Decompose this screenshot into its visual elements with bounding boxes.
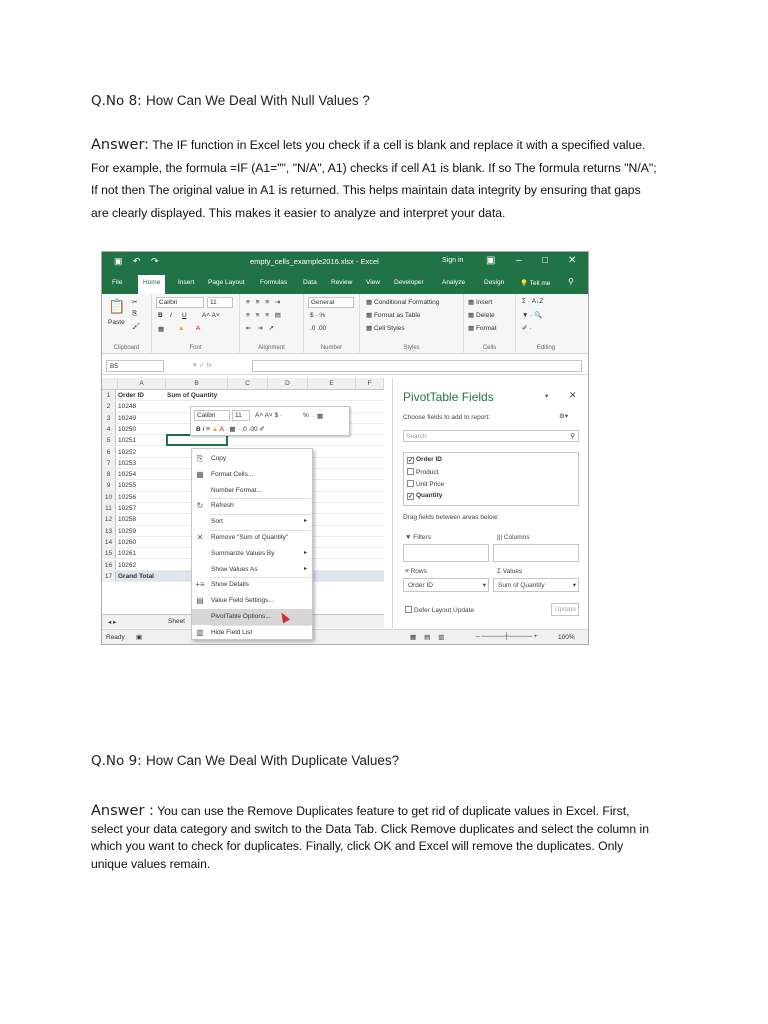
delete-button[interactable]: ▦ Delete xyxy=(468,312,495,319)
field-checkbox-item[interactable] xyxy=(407,492,442,500)
submenu-arrow-icon: ▸ xyxy=(303,518,307,525)
answer-line: unique values remain. xyxy=(91,856,211,871)
context-menu-item[interactable] xyxy=(192,577,312,593)
sign-in-link[interactable]: Sign in xyxy=(442,257,464,264)
context-menu-item[interactable] xyxy=(192,546,312,562)
copy-icon[interactable]: ⎘ xyxy=(132,310,138,317)
grow-font-icon[interactable]: A˄ A˅ xyxy=(202,312,220,319)
menu-item-label: Value Field Settings... xyxy=(211,597,274,605)
font-group xyxy=(152,294,240,354)
mini-toolbar xyxy=(190,406,350,436)
tab-design[interactable]: Design xyxy=(484,279,505,286)
currency-icon[interactable]: $ · % xyxy=(310,312,326,319)
context-menu-item[interactable] xyxy=(192,483,312,499)
filters-area[interactable]: ▼ Filters xyxy=(405,534,431,541)
formula-input[interactable] xyxy=(252,360,582,372)
name-box[interactable]: B5 xyxy=(106,360,164,372)
border-icon[interactable]: ▦ xyxy=(158,326,165,333)
columns-area[interactable]: ||| Columns xyxy=(497,534,530,541)
cell-a[interactable]: 10261 xyxy=(118,550,137,558)
answer-line: You can use the Remove Duplicates feature to get rid of duplicate values in Excel. First, xyxy=(157,804,630,818)
format-as-table-button[interactable]: ▦ Format as Table xyxy=(366,312,421,319)
row-number[interactable]: 4 xyxy=(102,424,116,434)
unchecked-box-icon[interactable] xyxy=(407,468,414,475)
cell-a[interactable]: 10255 xyxy=(118,482,137,490)
menu-item-label: Copy xyxy=(211,455,227,462)
table-row[interactable] xyxy=(102,390,384,401)
field-checkbox-item[interactable] xyxy=(407,480,444,488)
choose-fields-text: Choose fields to add to report: xyxy=(403,414,491,421)
fill-color-icon[interactable]: ▲ xyxy=(178,325,185,332)
cell-a[interactable]: 10262 xyxy=(118,561,137,569)
font-color-icon[interactable]: A xyxy=(196,325,201,332)
decimal-icon[interactable]: .0 .00 xyxy=(310,325,327,332)
checked-box-icon[interactable]: ✓ xyxy=(408,494,414,500)
menu-item-label: Number Format... xyxy=(211,486,262,494)
mini-size-box[interactable]: 11 xyxy=(232,410,250,421)
drag-text: Drag fields between areas below: xyxy=(403,514,500,521)
question-text: How Can We Deal With Duplicate Values? xyxy=(146,753,400,768)
menu-item-label: Format Cells... xyxy=(211,470,254,478)
font-size-box[interactable]: 11 xyxy=(207,297,233,308)
maximize-icon[interactable]: □ xyxy=(542,255,549,266)
row-number[interactable]: 16 xyxy=(102,560,116,570)
cell-a[interactable]: 10254 xyxy=(118,471,137,479)
format-painter-icon[interactable]: 🖌 xyxy=(132,323,141,330)
context-menu-item[interactable] xyxy=(192,593,312,609)
field-label: Quantity xyxy=(416,492,443,499)
submenu-arrow-icon: ▸ xyxy=(303,549,307,556)
question-number: Q.No 9: xyxy=(91,753,142,769)
bold-icon[interactable]: B xyxy=(158,312,163,319)
tab-tell-me[interactable]: 💡 Tell me xyxy=(520,280,551,287)
context-menu-item[interactable] xyxy=(192,514,312,530)
clear-icon[interactable]: ✐ · xyxy=(522,325,532,332)
cell-a[interactable]: 10251 xyxy=(118,437,137,445)
menu-item-label: Refresh xyxy=(211,502,234,510)
styles-group xyxy=(360,294,464,354)
menu-item-label: Show Values As xyxy=(211,565,258,573)
cell-a[interactable]: 10250 xyxy=(118,425,137,433)
filters-box[interactable] xyxy=(403,544,489,562)
autosum-icon[interactable]: Σ · A↓Z xyxy=(522,298,544,305)
field-label: Unit Price xyxy=(416,481,445,488)
menu-item-label: Show Details xyxy=(211,581,249,589)
cell-a[interactable]: 10256 xyxy=(118,493,137,501)
answer-line: If not then The original value in A1 is returned. This helps maintain data integrity by ensuring that gaps xyxy=(91,183,641,198)
row-number[interactable]: 1 xyxy=(102,390,116,400)
view-icons[interactable]: ▦▤▥ xyxy=(410,634,453,641)
column-header[interactable]: D xyxy=(268,378,308,390)
group-label: Cells xyxy=(482,345,497,351)
sheet-nav-icon[interactable]: ◂ ▸ xyxy=(108,619,117,626)
answer-label: Answer : xyxy=(91,803,154,819)
cell-a[interactable]: 10257 xyxy=(118,505,137,512)
cell-a[interactable]: 10248 xyxy=(118,403,137,411)
field-label: Product xyxy=(416,469,439,476)
mini-font-box[interactable]: Calibri xyxy=(194,410,230,421)
tab-analyze[interactable]: Analyze xyxy=(442,279,466,286)
cells-group xyxy=(464,294,516,354)
column-header[interactable]: F xyxy=(356,378,384,390)
format-cells-icon: ▦ xyxy=(196,469,204,479)
group-label: Font xyxy=(189,345,202,351)
tab-view[interactable]: View xyxy=(366,279,380,286)
row-number[interactable]: 11 xyxy=(102,503,116,513)
update-button[interactable]: Update xyxy=(551,603,579,616)
tab-page-layout[interactable]: Page Layout xyxy=(208,279,245,286)
pivot-field-pane xyxy=(392,378,588,628)
conditional-formatting-button[interactable]: ▦ Conditional Formatting xyxy=(366,299,440,306)
field-search-input[interactable]: Search ⚲ xyxy=(403,430,579,442)
cell-a[interactable]: 10249 xyxy=(118,414,137,422)
tab-formulas[interactable]: Formulas xyxy=(260,279,288,286)
question-9-heading xyxy=(91,753,399,769)
row-number[interactable]: 7 xyxy=(102,458,116,468)
answer-line: For example, the formula =IF (A1="", "N/A", A1) checks if cell A1 is blank. If so The formula returns "N/A"; xyxy=(91,160,657,175)
columns-box[interactable] xyxy=(493,544,579,562)
cell-b[interactable]: Sum of Quantity xyxy=(167,392,218,399)
field-settings-icon: ▤ xyxy=(196,596,204,606)
font-name-box[interactable]: Calibri xyxy=(156,297,204,308)
context-menu-item[interactable] xyxy=(192,467,312,483)
rows-field[interactable]: Order ID ▾ xyxy=(403,578,489,592)
question-text: How Can We Deal With Null Values ? xyxy=(146,93,370,108)
cell-a[interactable]: 10252 xyxy=(118,448,137,456)
row-number[interactable]: 6 xyxy=(102,447,116,457)
dropdown-icon[interactable]: ▾ xyxy=(545,393,549,400)
column-header[interactable]: B xyxy=(166,378,228,390)
number-format-box[interactable]: General xyxy=(308,297,354,308)
answer-line: select your data category and switch to the Data Tab. Click Remove duplicates and select the column in xyxy=(91,821,649,836)
refresh-icon: ↻ xyxy=(196,501,204,511)
share-icon[interactable]: ⚲ xyxy=(568,277,574,286)
answer-line: are clearly displayed. This makes it easier to analyze and interpret your data. xyxy=(91,205,506,220)
zoom-slider[interactable]: – ─────┼───── + xyxy=(476,633,538,640)
group-label: Clipboard xyxy=(113,345,140,351)
cell-a[interactable]: 10253 xyxy=(118,459,137,467)
tab-home[interactable]: Home xyxy=(138,275,165,294)
search-icon[interactable]: ⚲ xyxy=(570,433,575,440)
excel-title-bar xyxy=(102,252,588,272)
tab-file[interactable]: File xyxy=(112,279,123,286)
status-bar xyxy=(102,629,588,644)
close-icon[interactable]: ✕ xyxy=(568,255,577,266)
sheet-tab[interactable]: Sheet xyxy=(168,618,185,625)
row-number[interactable]: 2 xyxy=(102,401,116,411)
excel-screenshot xyxy=(101,251,589,645)
row-number[interactable]: 17 xyxy=(102,571,116,581)
clipboard-group xyxy=(102,294,152,354)
menu-item-label: Remove "Sum of Quantity" xyxy=(211,534,289,541)
group-label: Number xyxy=(320,345,343,351)
paste-icon[interactable]: 📋 xyxy=(108,298,126,314)
mini-grow-icon[interactable]: A˄ A˅ $ · xyxy=(255,412,283,419)
context-menu-item[interactable] xyxy=(192,609,312,625)
quick-access-icons: ▣ ↶ ↷ xyxy=(114,256,163,266)
mini-format-icon[interactable]: · ▦ xyxy=(313,413,324,420)
values-field[interactable]: Sum of Quantity ▾ xyxy=(493,578,579,592)
row-number[interactable]: 8 xyxy=(102,469,116,479)
fill-icon[interactable]: ▼ · 🔍 xyxy=(522,312,543,319)
row-number[interactable]: 12 xyxy=(102,514,116,524)
format-button[interactable]: ▦ Format xyxy=(468,325,497,332)
paste-button[interactable]: Paste xyxy=(108,319,125,326)
submenu-arrow-icon: ▸ xyxy=(303,565,307,572)
column-header[interactable]: C xyxy=(228,378,268,390)
column-header[interactable]: A xyxy=(118,378,166,390)
tab-developer[interactable]: Developer xyxy=(394,279,424,286)
values-area[interactable]: Σ Values xyxy=(497,568,523,575)
cut-icon[interactable]: ✂ xyxy=(132,299,138,306)
group-label: Editing xyxy=(536,345,556,351)
menu-item-label: PivotTable Options... xyxy=(211,613,271,620)
context-menu-item[interactable] xyxy=(192,530,312,546)
mini-percent[interactable]: % xyxy=(303,412,309,419)
corner-header[interactable] xyxy=(102,378,118,390)
cell-styles-button[interactable]: ▦ Cell Styles xyxy=(366,325,405,332)
underline-icon[interactable]: U xyxy=(182,312,187,319)
macro-icon[interactable]: ▣ xyxy=(136,634,143,641)
fx-icon[interactable]: ✕ ✓ fx xyxy=(192,362,212,369)
tab-data[interactable]: Data xyxy=(303,279,317,286)
tab-review[interactable]: Review xyxy=(331,279,353,286)
answer-8 xyxy=(91,134,681,224)
show-details-icon: +≡ xyxy=(195,580,205,590)
minimize-icon[interactable]: – xyxy=(516,255,522,266)
editing-group xyxy=(516,294,576,354)
group-label: Styles xyxy=(403,345,420,351)
window-title: empty_cells_example2016.xlsx - Excel xyxy=(250,257,379,266)
status-ready: Ready xyxy=(106,634,125,641)
menu-item-label: Sort xyxy=(211,518,223,526)
unchecked-box-icon[interactable] xyxy=(407,480,414,487)
ribbon-display-icon[interactable]: ▣ xyxy=(486,255,496,266)
field-checkbox-item[interactable] xyxy=(407,456,442,464)
checked-box-icon[interactable]: ✓ xyxy=(408,458,414,464)
tab-insert[interactable]: Insert xyxy=(178,279,195,286)
ribbon xyxy=(102,294,588,354)
context-menu-item[interactable] xyxy=(192,562,312,578)
row-number[interactable]: 9 xyxy=(102,480,116,490)
answer-label: Answer: xyxy=(91,137,150,153)
defer-layout-checkbox[interactable]: Defer Layout Update xyxy=(405,606,474,614)
menu-item-label: Summarize Values By xyxy=(211,549,275,557)
field-label: Order ID xyxy=(416,456,443,463)
context-menu-item[interactable] xyxy=(192,625,312,641)
ribbon-tabs xyxy=(102,272,588,294)
align-icons[interactable]: ≡ ≡ ≡ ⇥ xyxy=(246,299,283,306)
field-list-icon: ▥ xyxy=(196,627,204,637)
close-pane-icon[interactable]: ✕ xyxy=(569,390,577,400)
cell-a[interactable]: 10258 xyxy=(118,516,137,524)
indent-icons[interactable]: ⇤ ⇥ ↗ xyxy=(246,325,276,332)
formula-bar xyxy=(102,355,588,375)
context-menu-item[interactable] xyxy=(192,451,312,467)
table-row[interactable] xyxy=(102,435,384,446)
field-checkbox-item[interactable] xyxy=(407,468,438,476)
row-number[interactable]: 13 xyxy=(102,526,116,536)
menu-item-label: Hide Field List xyxy=(211,628,253,636)
row-number[interactable]: 5 xyxy=(102,435,116,445)
rows-area[interactable]: ≡ Rows xyxy=(405,568,427,575)
answer-line: which you want to check for duplicates. Finally, click OK and Excel will remove the duplicates. Only xyxy=(91,839,624,854)
cell-a[interactable]: Grand Total xyxy=(118,572,154,580)
row-number[interactable]: 3 xyxy=(102,413,116,423)
cell-a[interactable]: Order ID xyxy=(118,392,145,399)
group-label: Alignment xyxy=(258,345,285,351)
zoom-level: 100% xyxy=(558,634,575,641)
question-number: Q.No 8: xyxy=(91,93,142,109)
cell-a[interactable]: 10259 xyxy=(118,527,137,535)
number-group xyxy=(304,294,360,354)
insert-button[interactable]: ▦ Insert xyxy=(468,299,493,306)
row-number[interactable]: 15 xyxy=(102,548,116,558)
align-icons[interactable]: ≡ ≡ ≡ ▤ xyxy=(246,312,283,319)
mini-format-row[interactable]: B I ≡ ▲ A · ▦ · .0 .00 ✐ xyxy=(196,426,265,433)
remove-x-icon: ✕ xyxy=(196,533,204,542)
context-menu xyxy=(191,448,313,640)
copy-icon: ⎘ xyxy=(196,454,204,463)
question-8-heading xyxy=(91,93,370,109)
settings-icon[interactable]: ⚙▾ xyxy=(559,413,569,420)
pivot-title: PivotTable Fields xyxy=(403,390,494,404)
column-header[interactable]: E xyxy=(308,378,356,390)
cell-a[interactable]: 10260 xyxy=(118,538,137,546)
alignment-group xyxy=(240,294,304,354)
italic-icon[interactable]: I xyxy=(170,312,172,319)
row-number[interactable]: 14 xyxy=(102,537,116,547)
row-number[interactable]: 10 xyxy=(102,492,116,502)
answer-line: The IF function in Excel lets you check if a cell is blank and replace it with a specified value. xyxy=(152,138,646,152)
context-menu-item[interactable] xyxy=(192,498,312,514)
field-list xyxy=(403,452,579,506)
answer-9 xyxy=(91,803,681,873)
